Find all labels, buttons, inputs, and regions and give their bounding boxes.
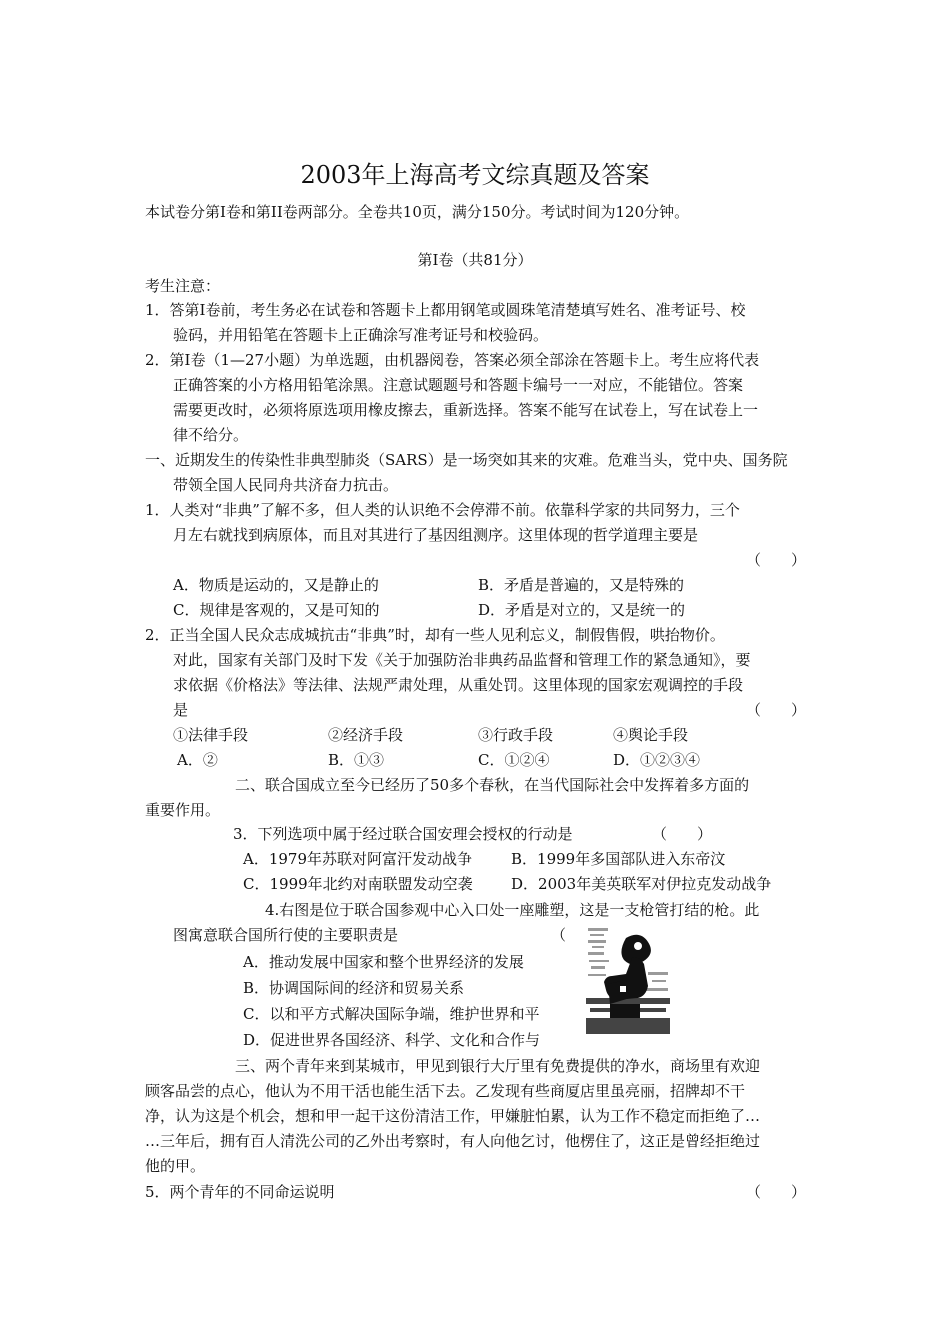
q3-option-b: B．1999年多国部队进入东帝汶 <box>511 850 726 868</box>
q3-option-c: C．1999年北约对南联盟发动空袭 <box>243 875 473 893</box>
q2-stem: 对此，国家有关部门及时下发《关于加强防治非典药品监督和管理工作的紧急通知》，要 <box>173 651 751 669</box>
q2-stem: 求依据《价格法》等法律、法规严肃处理，从重处罚。这里体现的国家宏观调控的手段 <box>173 676 744 694</box>
notice-line: 正确答案的小方格用铅笔涂黑。注意试题题号和答题卡编号一一对应，不能错位。答案 <box>173 376 744 394</box>
q4-option-d: D．促进世界各国经济、科学、文化和合作与 <box>243 1031 541 1049</box>
q4-option-c: C．以和平方式解决国际争端，维护世界和平 <box>243 1005 540 1023</box>
q2-stem: 是 <box>173 701 189 719</box>
part1-header: 第I卷（共81分） <box>417 251 533 269</box>
q2-answer-paren: （ ） <box>746 701 807 719</box>
section1-line: 一、近期发生的传染性非典型肺炎（SARS）是一场突如其来的灾难。危难当头，党中央、国务院 <box>145 451 788 469</box>
q1-option-a: A．物质是运动的，又是静止的 <box>173 576 379 594</box>
q3-stem: 3．下列选项中属于经过联合国安理会授权的行动是 <box>233 825 573 843</box>
q5-stem: 5．两个青年的不同命运说明 <box>145 1183 335 1201</box>
q2-item: ②经济手段 <box>328 726 404 744</box>
section3-line: 三、两个青年来到某城市，甲见到银行大厅里有免费提供的净水，商场里有欢迎 <box>235 1057 761 1075</box>
section2-line: 重要作用。 <box>145 801 221 819</box>
q2-item: ③行政手段 <box>478 726 554 744</box>
q4-answer-paren: （ <box>551 926 567 944</box>
q2-option-b: B．①③ <box>328 751 385 769</box>
section3-line: 他的甲。 <box>145 1157 206 1175</box>
q4-option-a: A．推动发展中国家和整个世界经济的发展 <box>243 953 524 971</box>
q2-item: ①法律手段 <box>173 726 249 744</box>
section2-line: 二、联合国成立至今已经历了50多个春秋，在当代国际社会中发挥着多方面的 <box>235 776 750 794</box>
q3-option-d: D．2003年美英联军对伊拉克发动战争 <box>511 875 772 893</box>
notice-line: 验码，并用铅笔在答题卡上正确涂写准考证号和校验码。 <box>173 326 549 344</box>
q2-option-a: A．② <box>177 751 218 769</box>
q4-stem: 4.右图是位于联合国参观中心入口处一座雕塑，这是一支枪管打结的枪。此 <box>265 901 760 919</box>
section1-line: 带领全国人民同舟共济奋力抗击。 <box>173 476 399 494</box>
q2-option-d: D．①②③④ <box>613 751 701 769</box>
notice-line: 2．第I卷（1—27小题）为单选题，由机器阅卷，答案必须全部涂在答题卡上。考生应将代表 <box>145 351 760 369</box>
notice-line: 需要更改时，必须将原选项用橡皮擦去，重新选择。答案不能写在试卷上，写在试卷上一 <box>173 401 759 419</box>
notice-line: 律不给分。 <box>173 426 249 444</box>
q1-option-b: B．矛盾是普遍的，又是特殊的 <box>478 576 685 594</box>
section3-line: 净，认为这是个机会，想和甲一起干这份清洁工作，甲嫌脏怕累，认为工作不稳定而拒绝了… <box>145 1107 761 1125</box>
q3-option-a: A．1979年苏联对阿富汗发动战争 <box>243 850 473 868</box>
q2-item: ④舆论手段 <box>613 726 689 744</box>
knotted-gun-sculpture-image <box>586 924 670 1034</box>
section3-line: 顾客品尝的点心，他认为不用干活也能生活下去。乙发现有些商厦店里虽亮丽，招牌却不干 <box>145 1082 746 1100</box>
notice-header: 考生注意： <box>145 277 221 295</box>
q5-answer-paren: （ ） <box>746 1183 807 1201</box>
q4-stem: 图寓意联合国所行使的主要职责是 <box>173 926 399 944</box>
page-title: 2003年上海高考文综真题及答案 <box>300 161 650 189</box>
section3-line: …三年后，拥有百人清洗公司的乙外出考察时，有人向他乞讨，他楞住了，这正是曾经拒绝过 <box>145 1132 761 1150</box>
q1-option-d: D．矛盾是对立的，又是统一的 <box>478 601 686 619</box>
q2-stem: 2．正当全国人民众志成城抗击“非典”时，却有一些人见利忘义，制假售假，哄抬物价。 <box>145 626 725 644</box>
q2-option-c: C．①②④ <box>478 751 550 769</box>
q1-stem: 1．人类对“非典”了解不多，但人类的认识绝不会停滞不前。依靠科学家的共同努力，三个 <box>145 501 740 519</box>
q1-answer-paren: （ ） <box>746 551 807 569</box>
q3-answer-paren: （ ） <box>652 825 713 843</box>
notice-line: 1．答第I卷前，考生务必在试卷和答题卡上都用钢笔或圆珠笔清楚填写姓名、准考证号、校 <box>145 301 746 319</box>
q4-option-b: B．协调国际间的经济和贸易关系 <box>243 979 465 997</box>
intro-text: 本试卷分第I卷和第II卷两部分。全卷共10页，满分150分。考试时间为120分钟。 <box>145 203 690 221</box>
q1-option-c: C．规律是客观的，又是可知的 <box>173 601 380 619</box>
q1-stem: 月左右就找到病原体，而且对其进行了基因组测序。这里体现的哲学道理主要是 <box>173 526 699 544</box>
